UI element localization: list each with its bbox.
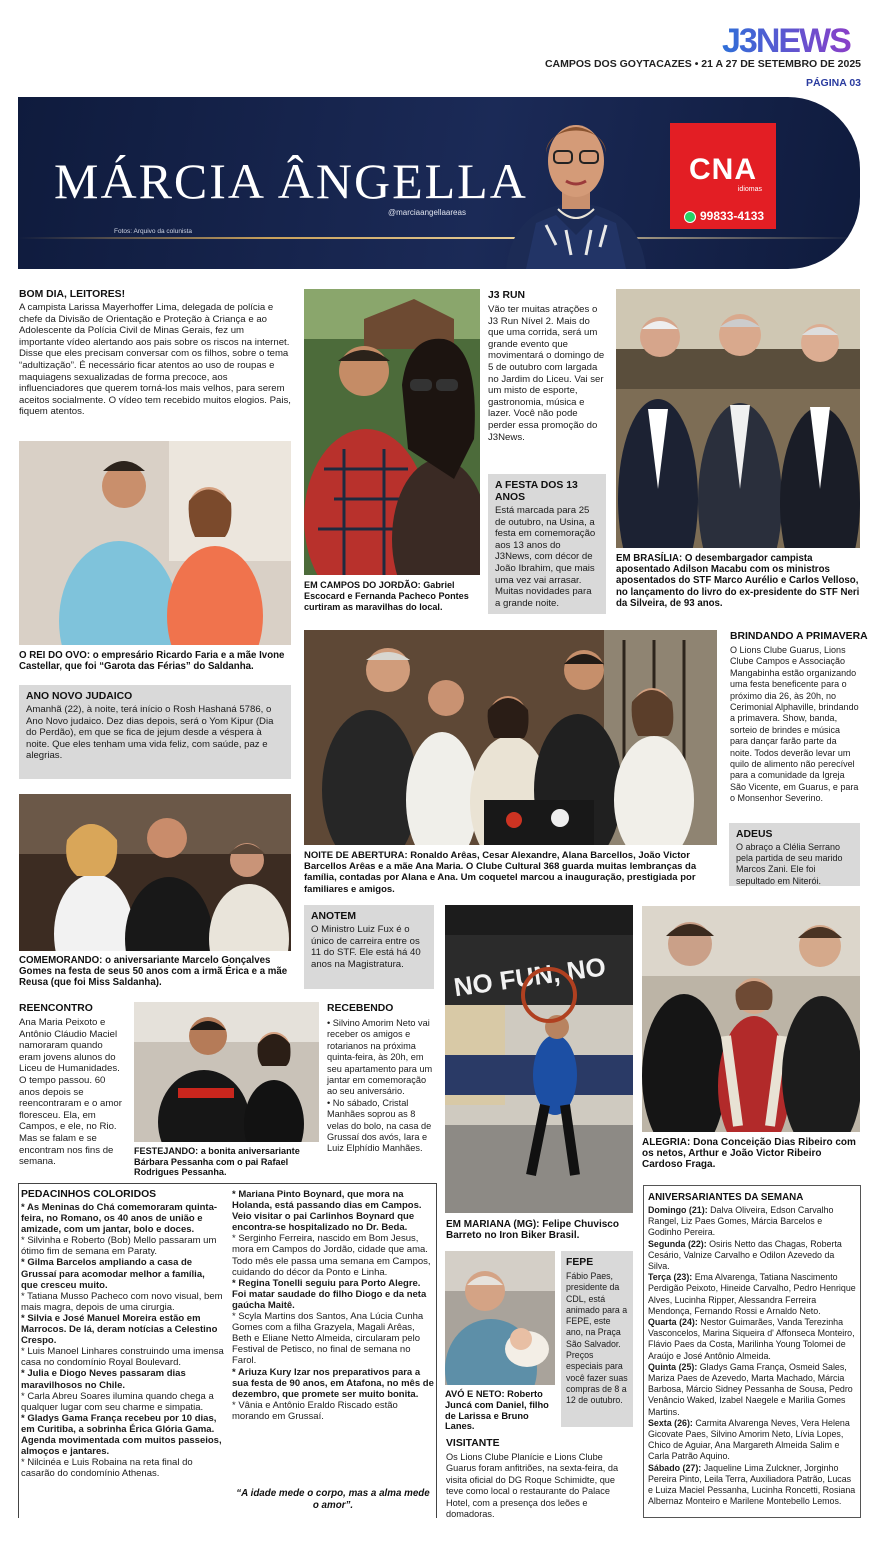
pedacinho-item: * Serginho Ferreira, nascido em Bom Jesus, mora em Campos do Jordão, cidade que ama. Todo mês ele passa uma semana em Campos, cuidando do décor da Ponto e Linha. xyxy=(232,1233,431,1278)
photo-credit: Fotos: Arquivo da colunista xyxy=(114,228,193,235)
recebendo-item: • Silvino Amorim Neto vai receber os amigos e rotarianos na próxima quinta-feira, às 20h, em seu apartamento para um jantar em comemoração ao seu aniversário. xyxy=(327,1018,433,1097)
adeus-title: ADEUS xyxy=(736,829,773,840)
festejando-photo xyxy=(134,1002,319,1142)
aniversariantes-day: Sexta (26): Carmita Alvarenga Neves, Vera Helena Gicovate Paes, Silvino Amorim Neto, Lívia Lopes, Chico de Aguiar, Ana Margareth Almeida Salim e Carla Patrão Aquino. xyxy=(648,1417,850,1462)
festa13-title: A FESTA DOS 13 ANOS xyxy=(495,480,578,503)
avo-neto-photo xyxy=(445,1251,555,1385)
pedacinho-item: * Luis Manoel Linhares construindo uma imensa casa no condomínio Royal Boulevard. xyxy=(21,1346,224,1369)
ano-novo-title: ANO NOVO JUDAICO xyxy=(26,691,133,702)
pedacinhos-col1 xyxy=(21,1202,224,1479)
rei-do-ovo-photo xyxy=(19,441,291,645)
adeus-box xyxy=(729,823,860,886)
recebendo-items xyxy=(327,1018,435,1155)
visitante-body: Os Lions Clube Planície e Lions Clube Guarus foram anfitriões, na sexta-feira, da visita oficial do DG Roque Schimidte, que teve como local o restaurante do Palace Hotel, com a presença dos leões e domadoras. xyxy=(446,1452,619,1520)
ano-novo-body: Amanhã (22), à noite, terá início o Rosh Hashaná 5786, o Ano Novo judaico. Dez dias depois, será o Yom Kipur (Dia do Perdão), em que se fica de jejum desde a véspera à noite. Que eles tenham uma vida feliz, com saúde, paz e alegrias. xyxy=(26,704,274,762)
pedacinho-item: * Vânia e Antônio Eraldo Riscado estão morando em Grussaí. xyxy=(232,1399,398,1422)
abertura-caption: NOITE DE ABERTURA: Ronaldo Arêas, Cesar Alexandre, Alana Barcellos, João Victor Barcellos Arêas e a mãe Ana Maria. O Clube Cultural 368 guarda muitas lembranças da família, contadas por Alana e Ana. Um coquetel marcou a inauguração, prestigiada por familiares e amigos. xyxy=(304,850,697,895)
pedacinho-item: * Carla Abreu Soares ilumina quando chega a qualquer lugar com seu charme e simpatia. xyxy=(21,1390,214,1413)
page-number: PÁGINA 03 xyxy=(805,77,861,89)
recebendo-item: • No sábado, Cristal Manhães soprou as 8 velas do bolo, na casa de Grussaí dos avós, Iara e Luiz Elphídio Manhães. xyxy=(327,1097,432,1154)
j3run-body: Vão ter muitas atrações o J3 Run Nível 2. Mais do que uma corrida, será um grande evento que movimentará o domingo de 5 de outubro com largada no Jardim do Liceu. Vai ser um misto de esporte, gastronomia, música e lazer. Você não pode perder essa promoção do J3News. xyxy=(488,304,605,443)
rei-do-ovo-caption: O REI DO OVO: o empresário Ricardo Faria e a mãe Ivone Castellar, que foi “Garota das Férias” do Saldanha. xyxy=(19,650,285,673)
pedacinho-item: * Ariuza Kury Izar nos preparativos para a sua festa de 90 anos, em Atafona, no mês de dezembro, que promete ser muito bonita. xyxy=(232,1366,434,1400)
aniversariantes-title: ANIVERSARIANTES DA SEMANA xyxy=(648,1192,804,1203)
pedacinho-item: * Silvia e José Manuel Moreira estão em Marrocos. De lá, deram notícias a Celestino Crespo. xyxy=(21,1312,218,1347)
pedacinhos-title: PEDACINHOS COLORIDOS xyxy=(21,1189,157,1200)
dateline: CAMPOS DOS GOYTACAZES • 21 A 27 DE SETEMBRO DE 2025 xyxy=(544,58,861,70)
fepe-title: FEPE xyxy=(566,1257,594,1268)
reencontro-body: Ana Maria Peixoto e Antônio Cláudio Maciel namoraram quando eram jovens alunos do Liceu de Humanidades. O tempo passou. 60 anos depois se reencontraram e o amor floresceu. Ela, em Campos, e ele, no Rio. Mas se falam e se encontram nos fins de semana. xyxy=(19,1017,122,1168)
fepe-body: Fábio Paes, presidente da CDL, está animado para a FEPE, este ano, na Praça São Salvador. Preços especiais para você fazer suas compras de 8 a 12 de outubro. xyxy=(566,1271,628,1406)
pedacinho-item: * Regina Tonelli seguiu para Porto Alegre. Foi matar saudade do filho Diogo e da neta gaúcha Maitê. xyxy=(232,1277,427,1311)
aniversariantes-list xyxy=(648,1205,858,1507)
festa13-box xyxy=(488,474,606,614)
fepe-box xyxy=(561,1251,633,1427)
brindando-body: O Lions Clube Guarus, Lions Clube Campos e Associação Mangabinha estão organizando uma festa beneficente para o próximo dia 26, às 20h, no Cerimonial Alphaville, brindando a primavera. Show, banda, sorteio de brindes e música para dançar farão parte da noite. Todos deverão levar um quilo de alimento não perecível para a comunidade da Igreja São Vicente, em Guarus, e para o Monsenhor Severino. xyxy=(730,645,859,804)
columnist-photo xyxy=(496,105,656,269)
brasilia-caption: EM BRASÍLIA: O desembargador campista aposentado Adilson Macabu com os ministros aposentados do STF Marco Aurélio e Carlos Velloso, no lançamento do livro do ex-presidente do STF Neri da Silveira, de 93 anos. xyxy=(616,553,860,609)
columnist-name: MÁRCIA ÂNGELLA xyxy=(54,153,528,209)
visitante-title: VISITANTE xyxy=(446,1438,500,1449)
cna-brand: CNA xyxy=(689,153,757,186)
cna-phone: 99833-4133 xyxy=(700,209,765,223)
comemorando-photo xyxy=(19,794,291,951)
aniversariantes-day: Sábado (27): Jaqueline Lima Zulckner, Jorginho Pereira Pinto, Leila Terra, Auxiliadora Patrão, Lucas e Luiza Maciel Pessanha, Lucinha Roncetti, Rosiana Albernaz Monteiro e Marilene Montebello Lemos. xyxy=(648,1462,856,1507)
pedacinho-item: * Nilcinéa e Luis Robaina na reta final do casarão do condomínio Athenas. xyxy=(21,1457,193,1480)
aniversariantes-day: Domingo (21): Dalva Oliveira, Edson Carvalho Rangel, Liz Paes Gomes, Márcia Barcelos e Godinho Pereira. xyxy=(648,1205,834,1238)
anotem-body: O Ministro Luiz Fux é o único de carreira entre os 11 do STF. Ele está há 40 anos na Magistratura. xyxy=(311,924,421,970)
pedacinho-item: * As Meninas do Chá comemoraram quinta-feira, no Romano, os 40 anos de união e amizade, com um jantar, bolo e doces. xyxy=(21,1202,218,1236)
pedacinho-item: * Tatiana Musso Pacheco com novo visual, bem mais magra, depois de uma cirurgia. xyxy=(21,1290,223,1313)
anotem-title: ANOTEM xyxy=(311,911,357,922)
logo-text: J3NEWS xyxy=(722,22,850,58)
pedacinho-item: * Silvinha e Roberto (Bob) Mello passaram um ótimo fim de semana em Paraty. xyxy=(21,1235,217,1258)
pedacinho-item: * Gilma Barcelos ampliando a casa de Grussaí para acomodar melhor a família, que cresceu muito. xyxy=(21,1257,205,1291)
column-banner xyxy=(18,97,860,269)
recebendo-title: RECEBENDO xyxy=(327,1003,394,1014)
aniversariantes-day: Segunda (22): Osiris Netto das Chagas, Roberta Cesário, Valnize Carvalho e Odilon Azevedo da Silva. xyxy=(648,1238,842,1272)
banner-line xyxy=(18,237,860,239)
columnist-handle: @marciaangellaareas xyxy=(388,208,466,217)
pedacinho-item: * Julia e Diogo Neves passaram dias maravilhosos no Chile. xyxy=(21,1368,186,1391)
aniversariantes-day: Terça (23): Ema Alvarenga, Tatiana Nascimento Perdigão Peixoto, Hineide Carvalho, Pedro Henrique Alves, Lucinha Ripper, Alessandra Ferreira Mendonça, Fernando Rossi e Arnaldo Neto. xyxy=(648,1272,856,1316)
pedacinho-item: * Mariana Pinto Boynard, que mora na Holanda, está passando dias em Campos. Veio visitar o pai Carlinhos Boynard que encontra-se hospitalizado no Dr. Beda. xyxy=(232,1189,422,1234)
mariana-photo xyxy=(445,905,633,1213)
pedacinho-item: * Gladys Gama França recebeu por 10 dias, em Curitiba, a sobrinha Érica Glória Gama. Agenda movimentada com muitos passeios, almoços e jantares. xyxy=(21,1412,222,1458)
ano-novo-box xyxy=(19,685,291,779)
whatsapp-icon xyxy=(684,211,696,223)
comemorando-caption: COMEMORANDO: o aniversariante Marcelo Gonçalves Gomes na festa de seus 50 anos com a irmã Érica e a mãe Reusa (que foi Miss Saldanha). xyxy=(19,955,288,989)
j3run-title: J3 RUN xyxy=(488,290,525,301)
pedacinho-item: * Scyla Martins dos Santos, Ana Lúcia Cunha Gomes com a filha Grazyela, Magali Arêas, Beth e Eliane Netto Almeida, circularam pelo Festival de Petisco, no final de semana no Farol. xyxy=(232,1311,424,1367)
campos-jordao-photo xyxy=(304,289,480,575)
anotem-box xyxy=(304,905,434,989)
cna-sub: idiomas xyxy=(737,186,762,193)
brindando-title: BRINDANDO A PRIMAVERA xyxy=(730,631,868,642)
alegria-photo xyxy=(642,906,860,1132)
adeus-body: O abraço a Clélia Serrano pela partida de seu marido Marcos Zani. Ele foi sepultado em Niterói. xyxy=(736,842,843,886)
abertura-photo xyxy=(304,630,717,845)
aniversariantes-day: Quarta (24): Nestor Guimarães, Vanda Terezinha Vasconcelos, Marina Siqueira d' Affonseca Monteiro, Flávio Paes da Costa, Marilinha Young Tolomei de Araújo e José Antônio Almeida. xyxy=(648,1317,855,1361)
pedacinhos-col2 xyxy=(232,1189,434,1422)
bom-dia-body: A campista Larissa Mayerhoffer Lima, delegada de polícia e chefe da Divisão de Orientação e Proteção à Criança e ao Adolescente da Polícia Civil de Minas Gerais, fez um importante vídeo alertando aos pais sobre os riscos na internet. Disse que eles precisam conversar com os filhos, sobre o tema “adultização”. É necessário ficar atentos ao uso de roupas e maquiagens sexualizadas de forma precoce, aos influenciadores que querem torná-los mais velhos, para serem aceitos socialmente. O vídeo tem recebido muitos elogios. Pais, fiquem atentos. xyxy=(19,302,291,418)
mariana-caption: EM MARIANA (MG): Felipe Chuvisco Barreto no Iron Biker Brasil. xyxy=(446,1219,619,1242)
mariana-banner-text: NO FUN, NO xyxy=(451,951,608,1003)
bom-dia-title: BOM DIA, LEITORES! xyxy=(19,289,126,300)
avo-neto-caption: AVÓ E NETO: Roberto Juncá com Daniel, filho de Larissa e Bruno Lanes. xyxy=(445,1389,549,1432)
logo xyxy=(718,20,863,58)
festejando-caption: FESTEJANDO: a bonita aniversariante Bárbara Pessanha com o pai Rafael Rodrigues Pessanha. xyxy=(134,1146,300,1178)
pedacinhos-quote: “A idade mede o corpo, mas a alma mede o amor”. xyxy=(236,1488,430,1511)
festa13-body: Está marcada para 25 de outubro, na Usina, a festa em comemoração aos 13 anos do J3News, com décor de João Ibrahim, que mais uma vez vai arrasar. Muitas novidades para a grande noite. xyxy=(495,505,596,609)
campos-jordao-caption: EM CAMPOS DO JORDÃO: Gabriel Escocard e Fernanda Pacheco Pontes curtiram as maravilhas do local. xyxy=(304,580,469,612)
alegria-caption: ALEGRIA: Dona Conceição Dias Ribeiro com os netos, Arthur e João Victor Ribeiro Cardoso Fraga. xyxy=(642,1137,856,1171)
reencontro-title: REENCONTRO xyxy=(19,1003,93,1014)
brasilia-photo xyxy=(616,289,860,548)
aniversariantes-day: Quinta (25): Gladys Gama França, Osmeid Sales, Mariza Paes de Azevedo, Marta Machado, Márcia Barbosa, Márcio Sidney Pessanha de Sousa, Pedro Venâncio Waked, Izabel Naegele e Marilia Gomes Martins. xyxy=(648,1361,853,1417)
